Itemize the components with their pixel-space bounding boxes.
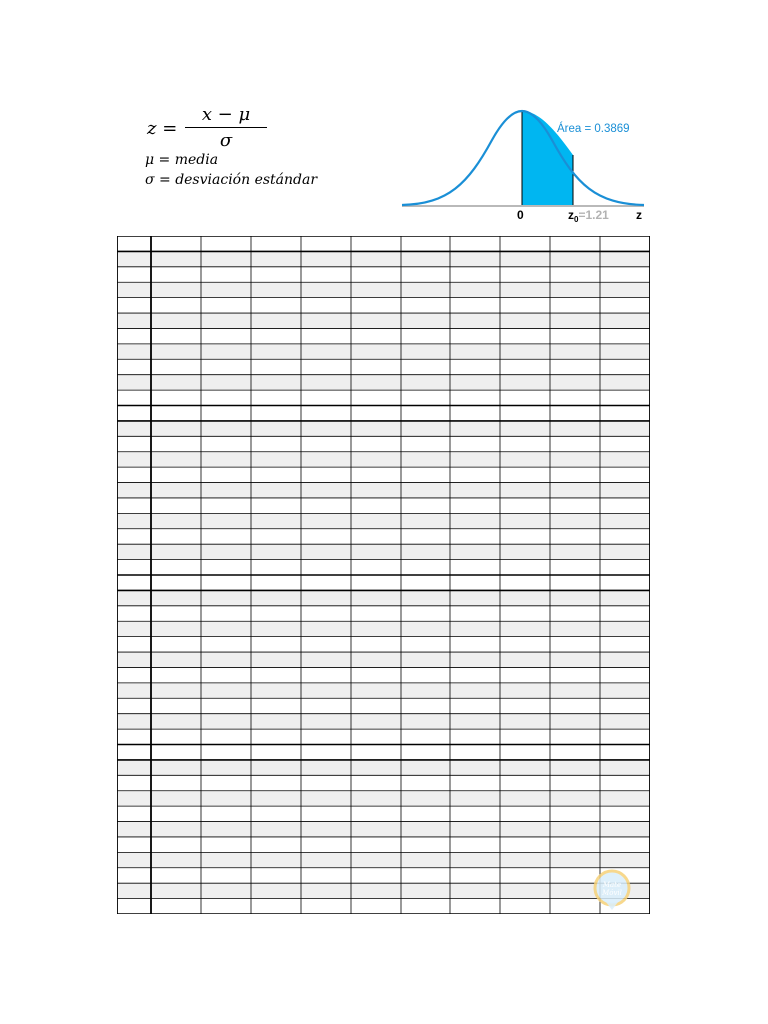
axis-z-label: z <box>636 208 642 222</box>
mu-definition: μ = media <box>145 152 219 168</box>
table-row-stripe <box>117 621 650 636</box>
table-row-stripe <box>117 421 650 436</box>
formula-lhs: z = <box>147 118 178 139</box>
z-table-grid <box>117 236 650 914</box>
table-row-stripe <box>117 714 650 729</box>
table-row-stripe <box>117 590 650 605</box>
table-row-stripe <box>117 852 650 867</box>
table-row-stripe <box>117 483 650 498</box>
table-row-stripe <box>117 544 650 559</box>
formula-denominator: σ <box>219 130 233 152</box>
area-label: Área = 0.3869 <box>557 123 630 135</box>
table-row-stripe <box>117 652 650 667</box>
table-row-stripe <box>117 375 650 390</box>
z-score-formula <box>143 100 333 195</box>
z0-letter: z <box>568 208 574 222</box>
table-row-stripe <box>117 791 650 806</box>
sigma-definition: σ = desviación estándar <box>145 172 318 188</box>
table-row-stripe <box>117 513 650 528</box>
svg-text:Móvil: Móvil <box>602 889 622 897</box>
formula-numerator: x − μ <box>201 104 251 125</box>
table-row-stripe <box>117 282 650 297</box>
table-row-stripe <box>117 452 650 467</box>
zero-label: 0 <box>517 208 524 222</box>
z0-subscript: 0 <box>574 215 579 224</box>
z0-value: =1.21 <box>578 208 609 222</box>
mate-movil-logo <box>590 868 634 912</box>
table-row-stripe <box>117 251 650 266</box>
z0-label <box>568 208 609 224</box>
table-row-stripe <box>117 683 650 698</box>
formula-fraction <box>181 104 271 151</box>
table-row-stripe <box>117 760 650 775</box>
svg-text:Mate: Mate <box>602 881 622 889</box>
table-row-stripe <box>117 344 650 359</box>
normal-distribution-diagram <box>398 100 650 228</box>
table-row-stripe <box>117 313 650 328</box>
table-row-stripe <box>117 822 650 837</box>
table-row-stripe <box>117 883 650 898</box>
